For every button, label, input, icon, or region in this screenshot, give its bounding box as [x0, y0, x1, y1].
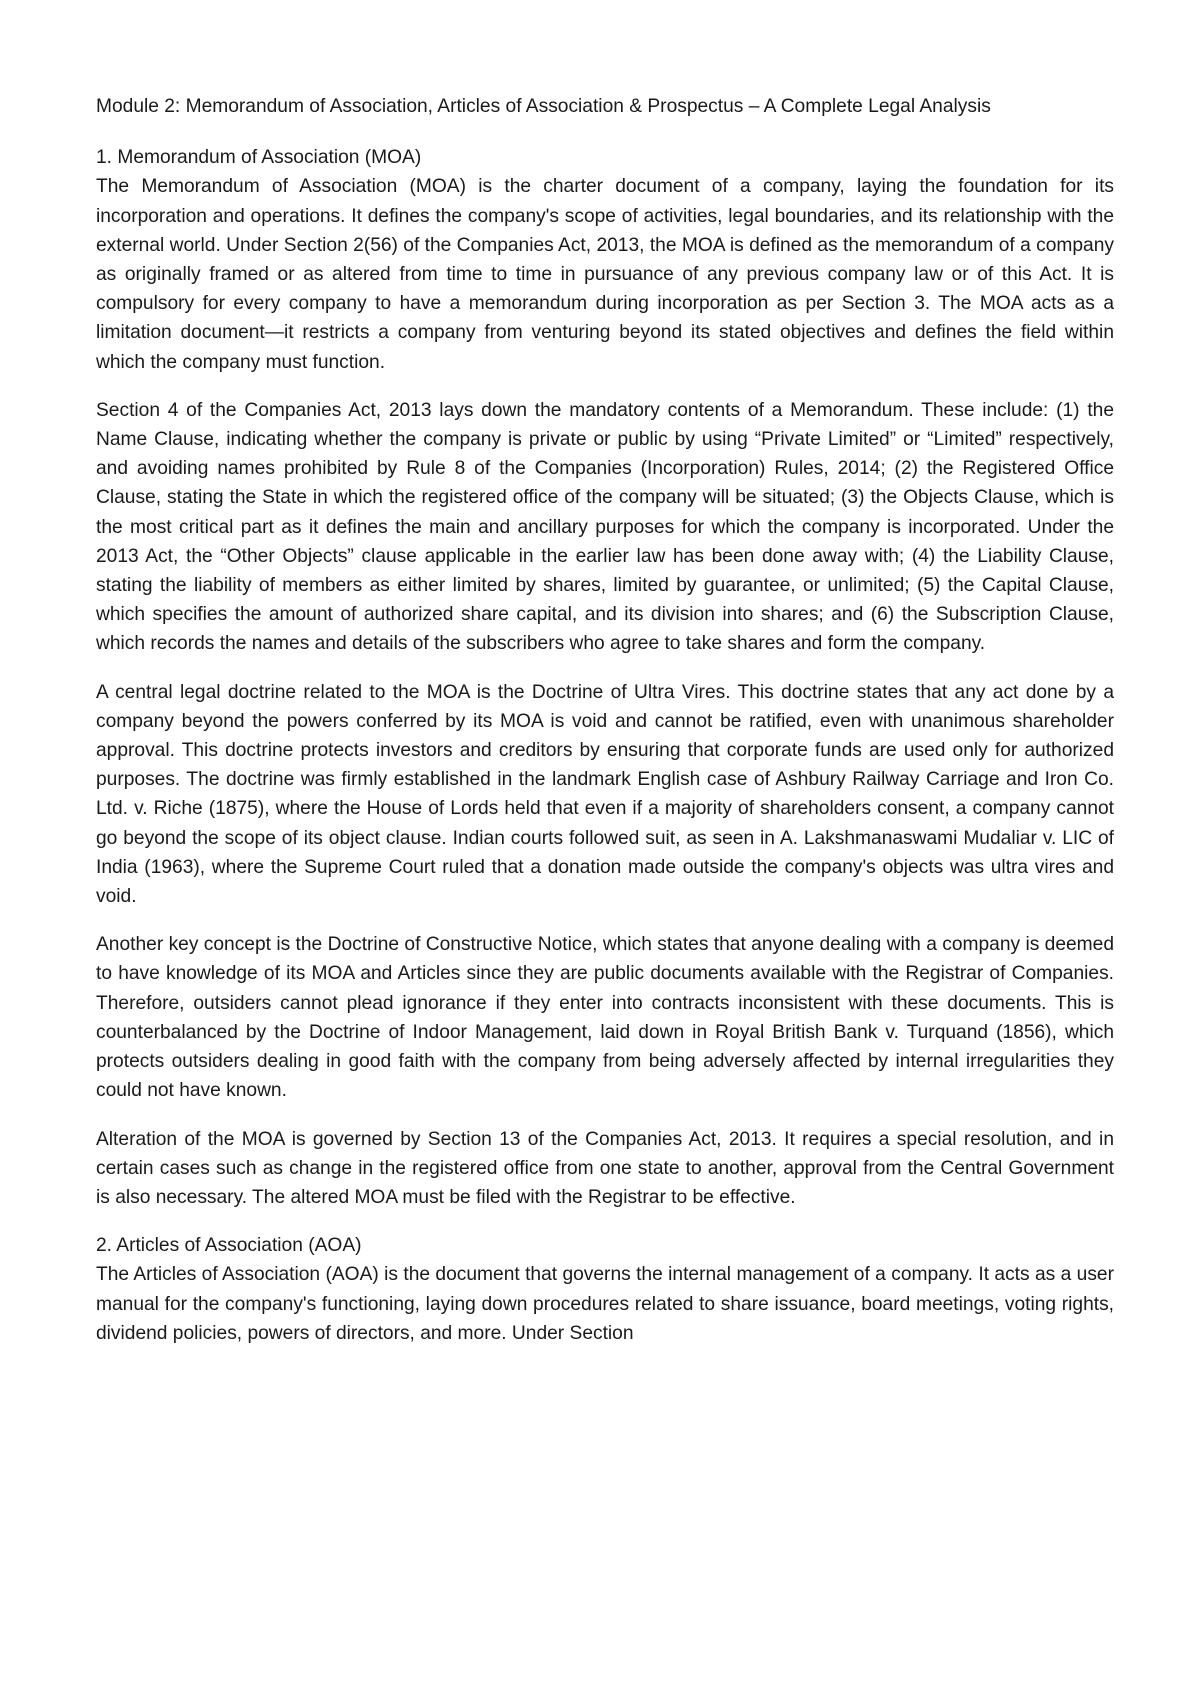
- paragraph-moa-contents: Section 4 of the Companies Act, 2013 lays down the mandatory contents of a Memorandum. These include: (1) the Name Clause, indicating whether the company is private or public by using “Private Limited” or “Limited” respectively, and avoiding names prohibited by Rule 8 of the Companies (Incorporation) Rules, 2014; (2) the Registered Office Clause, stating the State in which the registered office of the company will be situated; (3) the Objects Clause, which is the most critical part as it defines the main and ancillary purposes for which the company is incorporated. Under the 2013 Act, the “Other Objects” clause applicable in the earlier law has been done away with; (4) the Liability Clause, stating the liability of members as either limited by shares, limited by guarantee, or unlimited; (5) the Capital Clause, which specifies the amount of authorized share capital, and its division into shares; and (6) the Subscription Clause, which records the names and details of the subscribers who agree to take shares and form the company.: [96, 399, 1114, 655]
- document-page: [96, 92, 1114, 1367]
- section-moa: [96, 143, 1114, 1212]
- paragraph-constructive-notice: Another key concept is the Doctrine of Constructive Notice, which states that anyone dealing with a company is deemed to have knowledge of its MOA and Articles since they are public documents available with the Registrar of Companies. Therefore, outsiders cannot plead ignorance if they enter into contracts inconsistent with these documents. This is counterbalanced by the Doctrine of Indoor Management, laid down in Royal British Bank v. Turquand (1856), which protects outsiders dealing in good faith with the company from being adversely affected by internal irregularities they could not have known.: [96, 934, 1114, 1102]
- paragraph-moa-definition: The Memorandum of Association (MOA) is the charter document of a company, laying the foundation for its incorporation and operations. It defines the company's scope of activities, legal boundaries, and its relationship with the external world. Under Section 2(56) of the Companies Act, 2013, the MOA is defined as the memorandum of a company as originally framed or as altered from time to time in pursuance of any previous company law or of this Act. It is compulsory for every company to have a memorandum during incorporation as per Section 3. The MOA acts as a limitation document—it restricts a company from venturing beyond its stated objectives and defines the field within which the company must function.: [96, 176, 1114, 373]
- section-aoa: [96, 1231, 1114, 1348]
- paragraph-moa-alteration: Alteration of the MOA is governed by Section 13 of the Companies Act, 2013. It requires a special resolution, and in certain cases such as change in the registered office from one state to another, approval from the Central Government is also necessary. The altered MOA must be filed with the Registrar to be effective.: [96, 1128, 1114, 1208]
- section-heading-moa: 1. Memorandum of Association (MOA): [96, 147, 422, 169]
- document-title: Module 2: Memorandum of Association, Articles of Association & Prospectus – A Complete Legal Analysis: [96, 96, 991, 117]
- paragraph-aoa-definition: The Articles of Association (AOA) is the document that governs the internal management of a company. It acts as a user manual for the company's functioning, laying down procedures related to share issuance, board meetings, voting rights, dividend policies, powers of directors, and more. Under Section: [96, 1264, 1114, 1344]
- section-heading-aoa: 2. Articles of Association (AOA): [96, 1235, 362, 1257]
- paragraph-ultra-vires: A central legal doctrine related to the MOA is the Doctrine of Ultra Vires. This doctrine states that any act done by a company beyond the powers conferred by its MOA is void and cannot be ratified, even with unanimous shareholder approval. This doctrine protects investors and creditors by ensuring that corporate funds are used only for authorized purposes. The doctrine was firmly established in the landmark English case of Ashbury Railway Carriage and Iron Co. Ltd. v. Riche (1875), where the House of Lords held that even if a majority of shareholders consent, a company cannot go beyond the scope of its object clause. Indian courts followed suit, as seen in A. Lakshmanaswami Mudaliar v. LIC of India (1963), where the Supreme Court ruled that a donation made outside the company's objects was ultra vires and void.: [96, 681, 1114, 908]
